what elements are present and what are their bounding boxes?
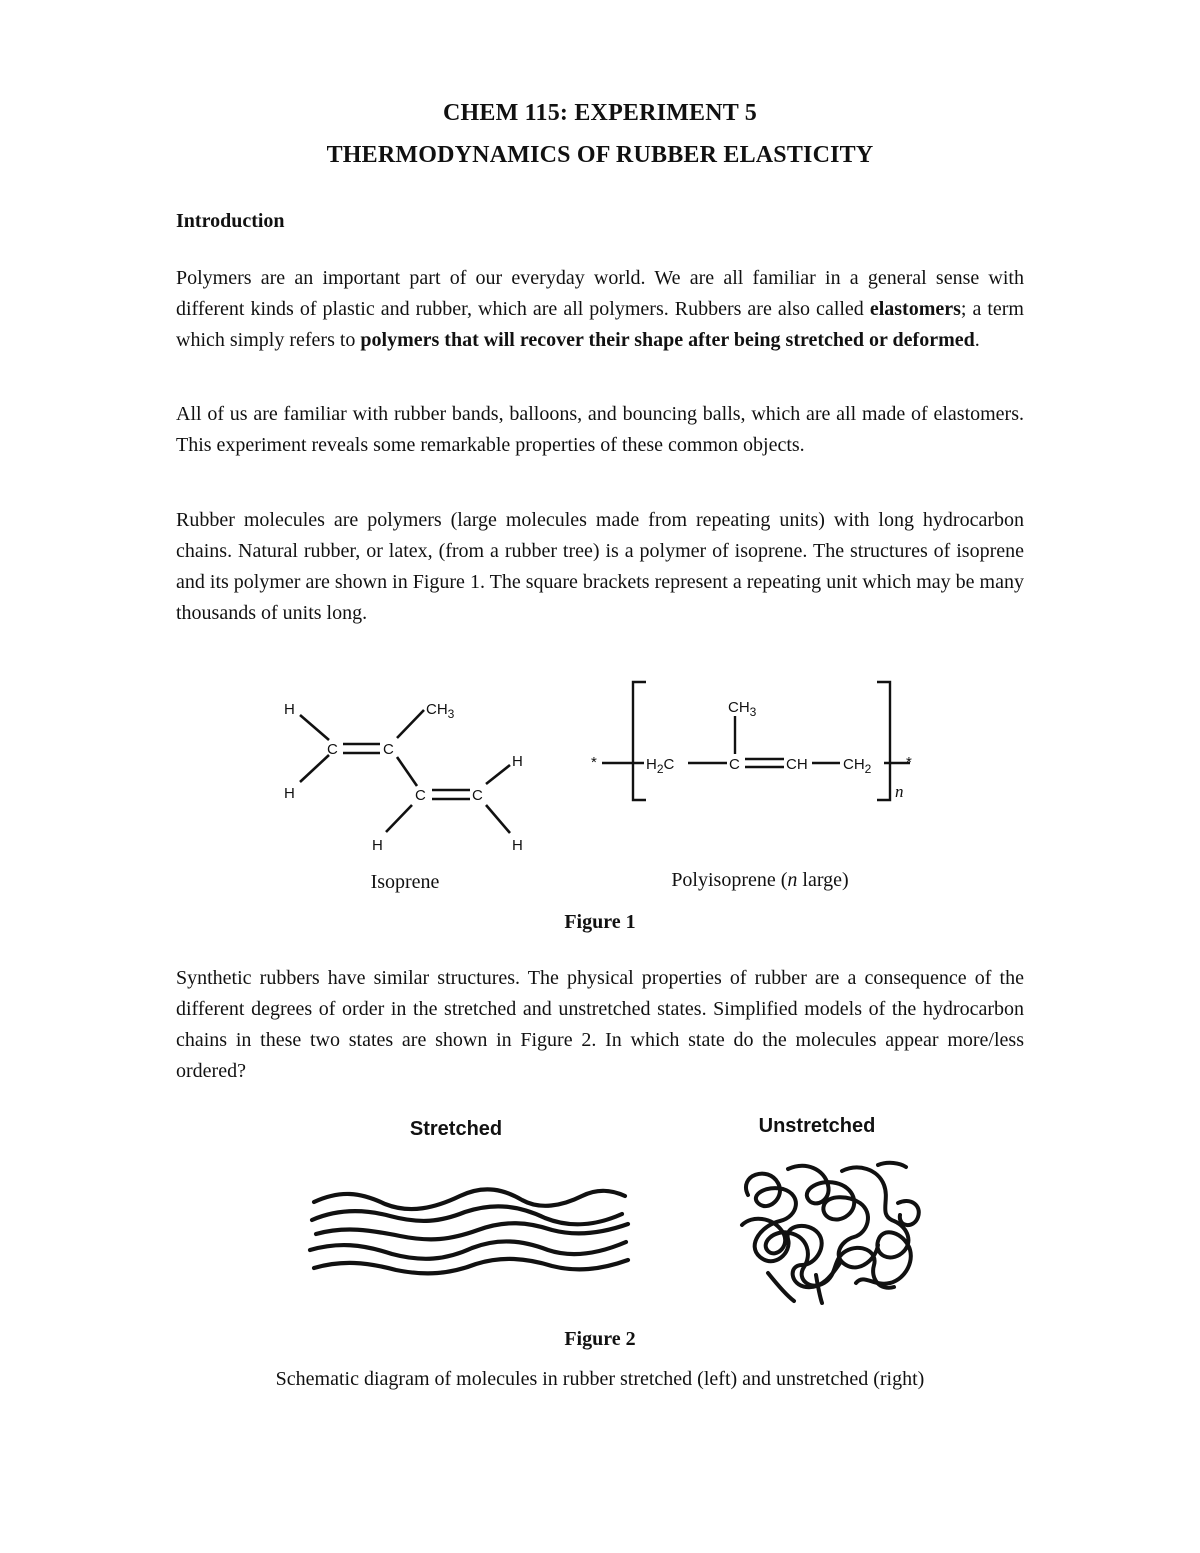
- label-stretched: Stretched: [409, 1118, 503, 1140]
- stretched-chain-1: [314, 1189, 625, 1209]
- poly-h2c-subscript: 2: [656, 762, 664, 776]
- isoprene-atom-c3: C: [415, 787, 426, 804]
- poly-h2c-h: H: [646, 756, 657, 773]
- polyisoprene-labels: [591, 699, 912, 801]
- stretched-chain-4: [310, 1241, 626, 1258]
- stretched-chains-diagram: [300, 1170, 640, 1280]
- coil-chain-2: [788, 1166, 878, 1267]
- title-line-1: CHEM 115: EXPERIMENT 5: [443, 100, 757, 126]
- poly-h2c-c: C: [663, 756, 675, 773]
- isoprene-atom-c2: C: [383, 741, 394, 758]
- definition-elastomers: polymers that will recover their shape after being stretched or deformed: [360, 329, 975, 351]
- isoprene-atom-h-left: H: [284, 785, 295, 802]
- figure-1-structures: [0, 660, 1200, 880]
- poly-ch3-subscript: 3: [749, 705, 757, 719]
- polyisoprene-end-left: *: [591, 754, 597, 771]
- caption-isoprene: Isoprene: [370, 871, 440, 893]
- stretched-chain-2: [312, 1206, 622, 1224]
- polyisoprene-atom-c: C: [729, 756, 740, 773]
- figure-2-label: Figure 2: [564, 1328, 636, 1350]
- polyisoprene-h2c: [646, 756, 675, 776]
- isoprene-atom-h-bottom-left: H: [372, 837, 383, 854]
- isoprene-structure: [300, 710, 510, 833]
- paragraph-rubber-molecules: Rubber molecules are polymers (large molecules made from repeating units) with long hydrocarbon chains. Natural rubber, or latex, (from a rubber tree) is a polymer of isoprene. The structures of isoprene and its polymer are shown in Figure 1. The square brackets represent a repeating unit which may be many thousands of units long.: [176, 509, 1024, 624]
- term-elastomers: elastomers: [869, 298, 961, 320]
- title-line-2: THERMODYNAMICS OF RUBBER ELASTICITY: [326, 142, 874, 168]
- caption-poly-b: large): [797, 869, 849, 891]
- paragraph-synthetic-rubbers: Synthetic rubbers have similar structures. The physical properties of rubber are a consequence of the different degrees of order in the stretched and unstretched states. Simplified models of the hydrocarbon chains in these two states are shown in Figure 2. In which state do the molecules appear more/less ordered?: [176, 967, 1024, 1082]
- poly-ch2-ch: CH: [843, 756, 865, 773]
- label-unstretched: Unstretched: [758, 1115, 876, 1137]
- section-heading-introduction: Introduction: [176, 210, 285, 232]
- isoprene-labels: [284, 701, 523, 854]
- polyisoprene-atom-ch3: [728, 699, 757, 719]
- stretched-chain-5: [314, 1259, 628, 1273]
- unstretched-coil-diagram: [728, 1155, 928, 1305]
- figure-1-label: Figure 1: [564, 911, 636, 933]
- caption-polyisoprene: [600, 869, 920, 892]
- caption-poly-n: n: [787, 869, 798, 891]
- isoprene-atom-ch3: [426, 701, 455, 721]
- isoprene-atom-c4: C: [472, 787, 483, 804]
- paragraph-1-text-b: ; a term which simply refers to: [176, 298, 1024, 351]
- isoprene-atom-h-top-left: H: [284, 701, 295, 718]
- isoprene-atom-h-right: H: [512, 753, 523, 770]
- isoprene-atom-c1: C: [327, 741, 338, 758]
- coil-chain-1: [746, 1174, 840, 1288]
- paragraph-polymers: [176, 263, 1024, 356]
- figure-2-caption: Schematic diagram of molecules in rubber stretched (left) and unstretched (right): [275, 1368, 925, 1390]
- polyisoprene-repeat-n: n: [895, 782, 904, 801]
- isoprene-ch3-subscript: 3: [447, 707, 455, 721]
- poly-ch3-c: CH: [728, 699, 750, 716]
- poly-ch2-subscript: 2: [864, 762, 872, 776]
- isoprene-atom-h-bottom-right: H: [512, 837, 523, 854]
- paragraph-familiar-objects: All of us are familiar with rubber bands, balloons, and bouncing balls, which are all made of elastomers. This experiment reveals some remarkable properties of these common objects.: [176, 403, 1024, 456]
- polyisoprene-end-right: *: [906, 754, 912, 771]
- caption-poly-a: Polyisoprene (: [671, 869, 788, 891]
- isoprene-ch3-c: CH: [426, 701, 448, 718]
- polyisoprene-structure: [602, 682, 910, 800]
- paragraph-1-text-c: .: [974, 329, 980, 351]
- polyisoprene-atom-ch: CH: [786, 756, 808, 773]
- paragraph-1-text-a: Polymers are an important part of our everyday world. We are all familiar in a general sense with different kinds of plastic and rubber, which are all polymers. Rubbers are also called: [176, 267, 1024, 320]
- polyisoprene-atom-ch2: [843, 756, 872, 776]
